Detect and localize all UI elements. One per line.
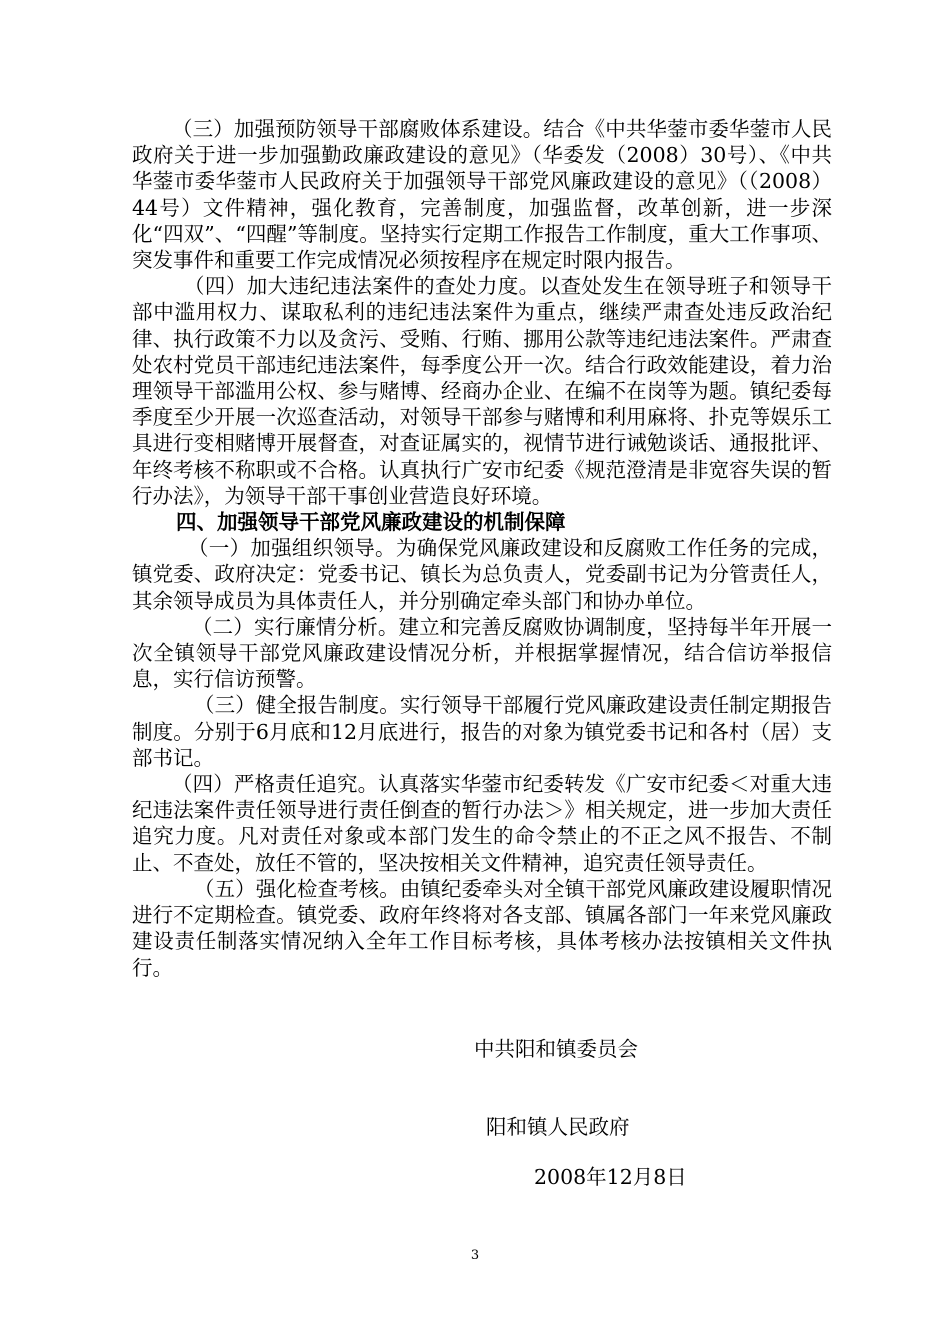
paragraph-organization-leadership: （一）加强组织领导。为确保党风廉政建设和反腐败工作任务的完成，镇党委、政府决定：党委书记、镇长为总负责人，党委副书记为分管责任人，其余领导成员为具体责任人，并分别确定牵头部门和协办单位。 xyxy=(132,536,832,613)
paragraph-reporting-system: （三）健全报告制度。实行领导干部履行党风廉政建设责任制定期报告制度。分别于6月底和12月底进行，报告的对象为镇党委书记和各村（居）支部书记。 xyxy=(132,693,832,770)
paragraph-accountability: （四）严格责任追究。认真落实华蓥市纪委转发《广安市纪委＜对重大违纪违法案件责任领导进行责任倒查的暂行办法＞》相关规定，进一步加大责任追究力度。凡对责任对象或本部门发生的命令禁止的不正之风不报告、不制止、不查处，放任不管的，坚决按相关文件精神，追究责任领导责任。 xyxy=(132,772,832,875)
paragraph-case-investigation: （四）加大违纪违法案件的查处力度。以查处发生在领导班子和领导干部中滥用权力、谋取私利的违纪违法案件为重点，继续严肃查处违反政治纪律、执行政策不力以及贪污、受贿、行贿、挪用公款等违纪违法案件。严肃查处农村党员干部违纪违法案件，每季度公开一次。结合行政效能建设，着力治理领导干部滥用公权、参与赌博、经商办企业、在编不在岗等为题。镇纪委每季度至少开展一次巡查活动，对领导干部参与赌博和利用麻将、扑克等娱乐工具进行变相赌博开展督查，对查证属实的，视情节进行诫勉谈话、通报批评、年终考核不称职或不合格。认真执行广安市纪委《规范澄清是非宽容失误的暂行办法》，为领导干部干事创业营造良好环境。 xyxy=(132,274,832,508)
signature-party-committee: 中共阳和镇委员会 xyxy=(474,1037,638,1061)
paragraph-integrity-analysis: （二）实行廉情分析。建立和完善反腐败协调制度，坚持每半年开展一次全镇领导干部党风廉政建设情况分析，并根据掌握情况，结合信访举报信息，实行信访预警。 xyxy=(132,614,832,692)
signature-government: 阳和镇人民政府 xyxy=(486,1115,630,1139)
paragraph-inspection-assessment: （五）强化检查考核。由镇纪委牵头对全镇干部党风廉政建设履职情况进行不定期检查。镇党委、政府年终将对各支部、镇属各部门一年来党风廉政建设责任制落实情况纳入全年工作目标考核，具体考核办法按镇相关文件执行。 xyxy=(132,876,832,980)
section-heading: 四、加强领导干部党风廉政建设的机制保障 xyxy=(176,510,566,535)
page-number: 3 xyxy=(470,1248,480,1263)
paragraph-prevention-system: （三）加强预防领导干部腐败体系建设。结合《中共华蓥市委华蓥市人民政府关于进一步加强勤政廉政建设的意见》（华委发（2008）30号）、《中共华蓥市委华蓥市人民政府关于加强领导干部党风廉政建设的意见》（（2008）44号）文件精神，强化教育，完善制度，加强监督，改革创新，进一步深化“四双”、“四醒”等制度。坚持实行定期工作报告工作制度，重大工作事项、突发事件和重要工作完成情况必须按程序在规定时限内报告。 xyxy=(132,117,832,273)
signature-date: 2008年12月8日 xyxy=(534,1165,687,1189)
document-body xyxy=(132,116,832,981)
